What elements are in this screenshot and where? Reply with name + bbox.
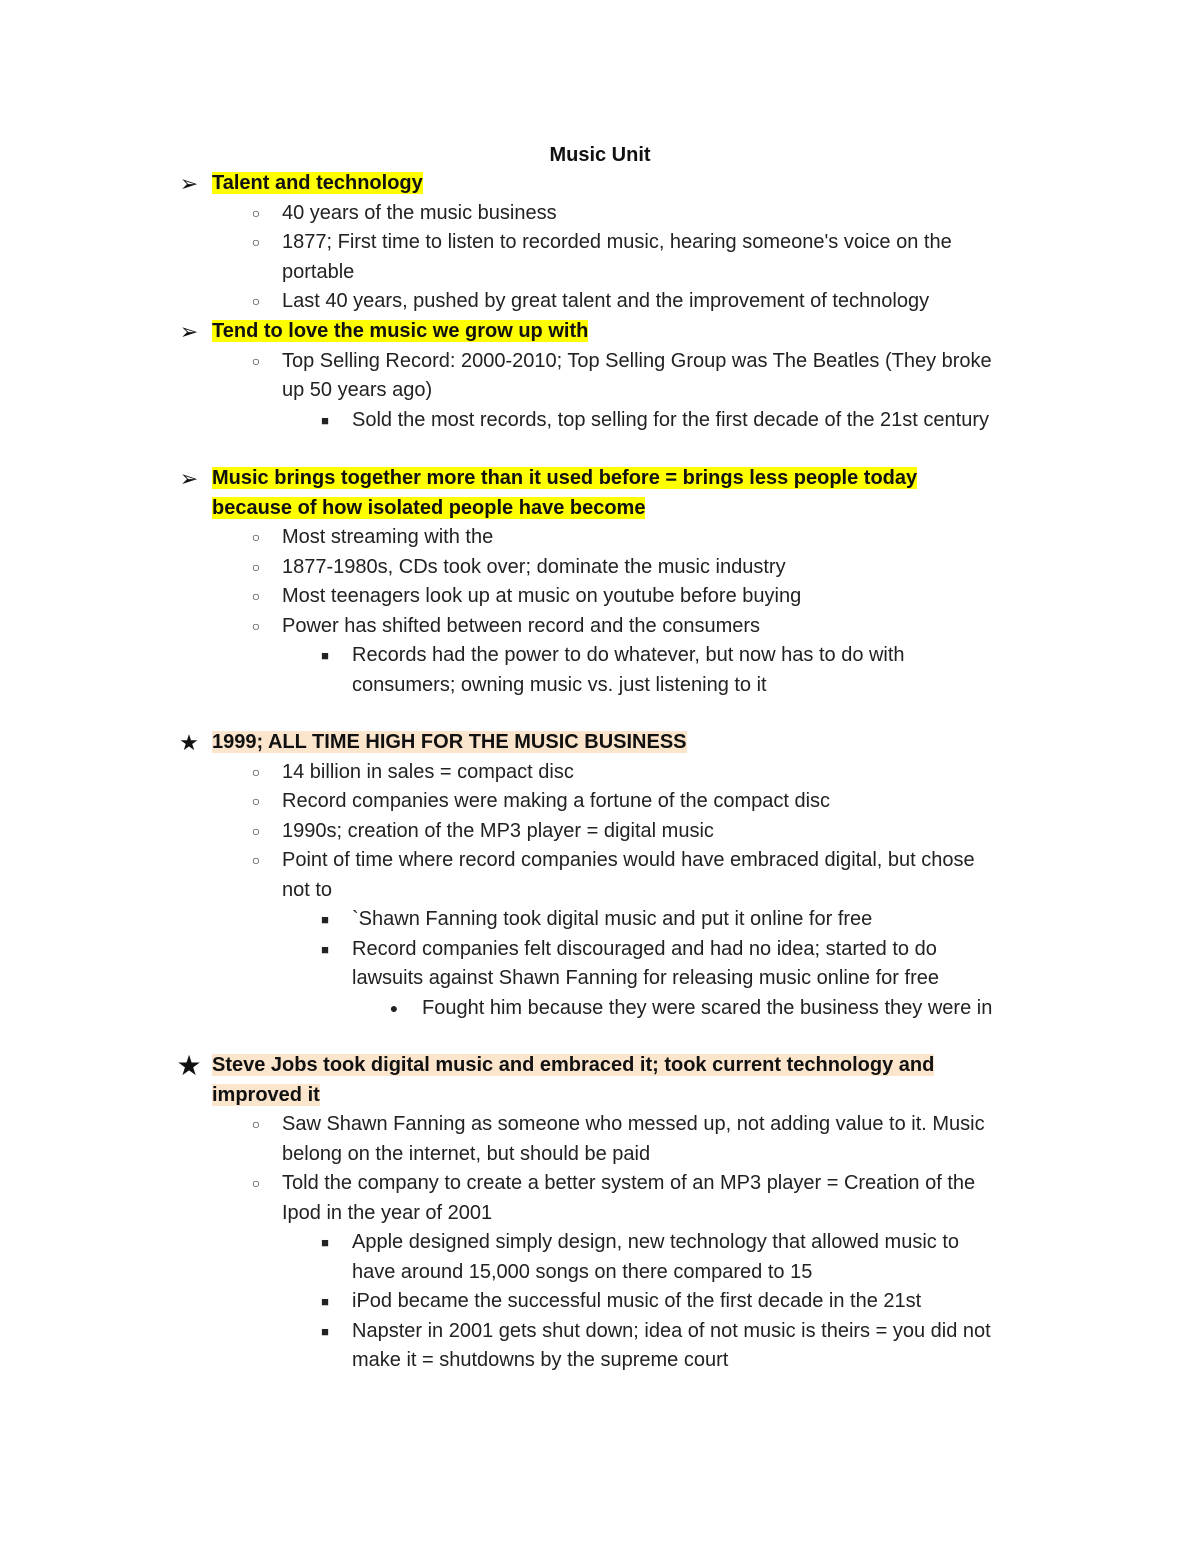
sub-list-item-continuation — [174, 671, 1054, 701]
item-text: Record companies were making a fortune of the compact disc — [282, 790, 831, 812]
sub-list-item — [174, 905, 1054, 935]
square-bullet-icon: ■ — [321, 648, 329, 663]
sub-list-item — [174, 1317, 1054, 1347]
heading-text: improved it — [212, 1083, 320, 1106]
list-item — [174, 553, 1054, 583]
sub-list-item — [174, 641, 1054, 671]
sub-list-item-continuation — [174, 1346, 1054, 1376]
list-item — [174, 612, 1054, 642]
list-item-continuation — [174, 1199, 1054, 1229]
item-text: 1877-1980s, CDs took over; dominate the music industry — [282, 555, 786, 578]
list-item-continuation — [174, 876, 1054, 906]
arrow-bullet-icon: ➢ — [179, 319, 199, 344]
item-text: lawsuits against Shawn Fanning for releasing music online for free — [352, 967, 939, 989]
heading-text: Tend to love the music we grow up with — [212, 320, 589, 342]
item-text: Saw Shawn Fanning as someone who messed up, not adding value to it. Music — [282, 1113, 985, 1135]
section-heading — [174, 464, 1054, 494]
sub-list-item — [174, 406, 1054, 436]
item-text: iPod became the successful music of the first decade in the 21st — [352, 1290, 922, 1312]
list-item-continuation — [174, 1140, 1054, 1170]
section-1999-all-time-high — [174, 728, 1054, 1023]
sub-list-item-continuation — [174, 964, 1054, 994]
item-text: make it = shutdowns by the supreme court — [352, 1349, 729, 1371]
list-item — [174, 787, 1054, 817]
circle-bullet-icon: ○ — [251, 558, 261, 575]
sub-list-item — [174, 935, 1054, 965]
section-music-brings-together — [174, 464, 1054, 700]
list-item-continuation — [174, 376, 1054, 406]
section-steve-jobs — [174, 1051, 1054, 1376]
circle-bullet-icon: ○ — [251, 234, 261, 250]
item-text: up 50 years ago) — [282, 379, 433, 401]
item-text: Records had the power to do whatever, but now has to do with — [352, 644, 905, 666]
circle-bullet-icon: ○ — [251, 763, 261, 780]
heading-text: 1999; ALL TIME HIGH FOR THE MUSIC BUSINESS — [212, 731, 687, 753]
page-title: Music Unit — [549, 144, 651, 166]
item-text: Power has shifted between record and the consumers — [282, 614, 761, 637]
circle-bullet-icon: ○ — [251, 352, 261, 369]
item-text: Sold the most records, top selling for the first decade of the 21st century — [352, 408, 990, 431]
list-item — [174, 287, 1054, 317]
star-bullet-icon: ★ — [179, 730, 199, 755]
list-item — [174, 523, 1054, 553]
item-text: belong on the internet, but should be paid — [282, 1142, 651, 1165]
square-bullet-icon: ■ — [321, 1235, 329, 1250]
item-text: Top Selling Record: 2000-2010; Top Selling Group was The Beatles (They broke — [282, 349, 992, 372]
list-item — [174, 1169, 1054, 1199]
list-item — [174, 347, 1054, 377]
sub-list-item — [174, 1228, 1054, 1258]
square-bullet-icon: ■ — [321, 1294, 329, 1309]
circle-bullet-icon: ○ — [251, 617, 261, 634]
heading-text: Talent and technology — [212, 172, 423, 194]
star-bullet-icon: ★ — [176, 1050, 202, 1081]
list-item — [174, 228, 1054, 258]
square-bullet-icon: ■ — [321, 412, 329, 428]
circle-bullet-icon: ○ — [251, 1116, 261, 1132]
section-talent-technology — [174, 169, 1054, 317]
item-text: portable — [282, 260, 355, 283]
item-text: Most streaming with the — [282, 526, 494, 548]
list-item — [174, 199, 1054, 229]
item-text: Point of time where record companies would have embraced digital, but chose — [282, 849, 975, 871]
square-bullet-icon: ■ — [321, 912, 329, 927]
item-text: Ipod in the year of 2001 — [282, 1201, 493, 1224]
list-item — [174, 1110, 1054, 1140]
circle-bullet-icon: ○ — [251, 293, 261, 309]
item-text: 40 years of the music business — [282, 201, 557, 224]
circle-bullet-icon: ○ — [251, 793, 261, 809]
arrow-bullet-icon: ➢ — [179, 171, 199, 196]
square-bullet-icon: ■ — [321, 941, 329, 957]
sub-sub-list-item — [174, 994, 1054, 1024]
item-text: `Shawn Fanning took digital music and put it online for free — [352, 908, 873, 930]
section-heading — [174, 169, 1054, 199]
section-heading — [174, 1051, 1054, 1081]
heading-text: because of how isolated people have become — [212, 496, 646, 519]
item-text: Last 40 years, pushed by great talent and the improvement of technology — [282, 290, 930, 312]
item-text: Record companies felt discouraged and had no idea; started to do — [352, 937, 937, 960]
item-text: not to — [282, 878, 333, 901]
list-item — [174, 758, 1054, 788]
circle-bullet-icon: ○ — [251, 529, 261, 545]
arrow-bullet-icon: ➢ — [179, 466, 199, 491]
item-text: Apple designed simply design, new technology that allowed music to — [352, 1231, 960, 1253]
item-text: Most teenagers look up at music on youtube before buying — [282, 585, 802, 607]
item-text: consumers; owning music vs. just listening to it — [352, 673, 767, 696]
section-heading-continuation — [174, 1081, 1054, 1111]
item-text: Fought him because they were scared the business they were in — [422, 996, 993, 1019]
sub-list-item-continuation — [174, 1258, 1054, 1288]
item-text: 1990s; creation of the MP3 player = digital music — [282, 819, 714, 842]
heading-text: Steve Jobs took digital music and embraced it; took current technology and — [212, 1054, 935, 1076]
list-item-continuation — [174, 258, 1054, 288]
sub-list-item — [174, 1287, 1054, 1317]
section-heading — [174, 728, 1054, 758]
list-item — [174, 846, 1054, 876]
section-heading-continuation — [174, 494, 1054, 524]
circle-bullet-icon: ○ — [251, 852, 261, 868]
item-text: 14 billion in sales = compact disc — [282, 760, 574, 783]
list-item — [174, 817, 1054, 847]
circle-bullet-icon: ○ — [251, 204, 261, 221]
section-heading — [174, 317, 1054, 347]
item-text: Told the company to create a better system of an MP3 player = Creation of the — [282, 1172, 976, 1194]
dot-bullet-icon: ● — [389, 999, 399, 1016]
circle-bullet-icon: ○ — [251, 1175, 261, 1191]
circle-bullet-icon: ○ — [251, 588, 261, 604]
item-text: Napster in 2001 gets shut down; idea of not music is theirs = you did not — [352, 1319, 991, 1342]
section-love-music — [174, 317, 1054, 435]
item-text: 1877; First time to listen to recorded music, hearing someone's voice on the — [282, 231, 952, 253]
heading-text: Music brings together more than it used before = brings less people today — [212, 467, 918, 489]
square-bullet-icon: ■ — [321, 1323, 329, 1339]
circle-bullet-icon: ○ — [251, 822, 261, 839]
list-item — [174, 582, 1054, 612]
item-text: have around 15,000 songs on there compared to 15 — [352, 1260, 813, 1283]
